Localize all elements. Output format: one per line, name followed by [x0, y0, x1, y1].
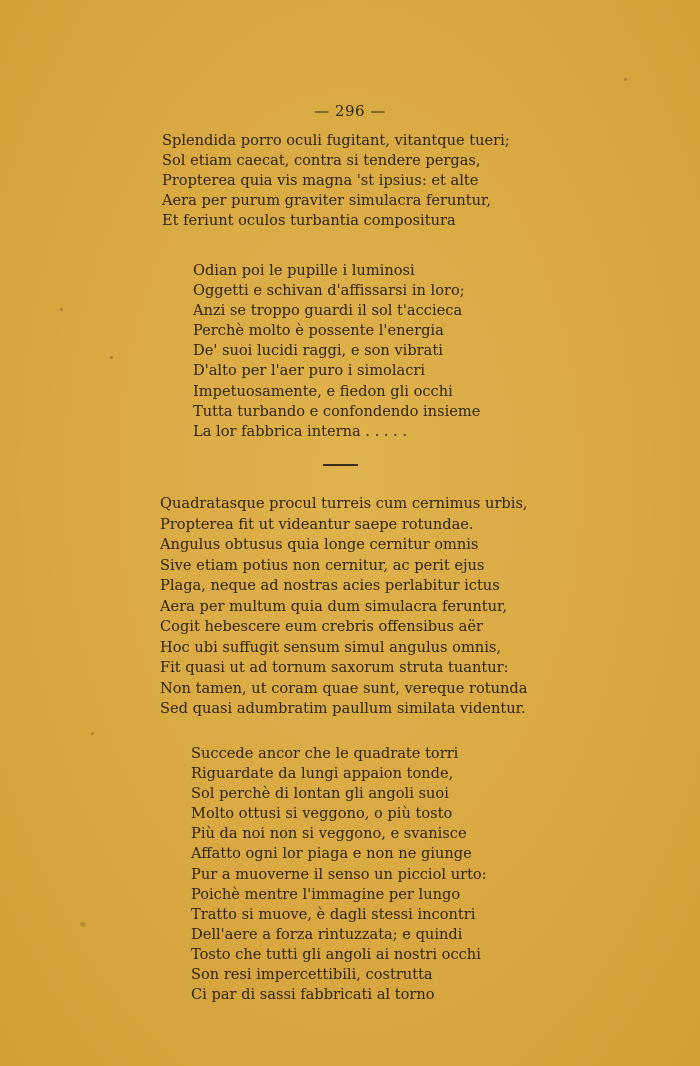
italian-stanza-1 [193, 261, 480, 442]
verse-line: Pur a muoverne il senso un picciol urto: [191, 865, 487, 883]
verse-line: Tratto si muove, è dagli stessi incontri [191, 905, 476, 923]
paper-speck [624, 78, 627, 81]
verse-line: Affatto ogni lor piaga e non ne giunge [191, 845, 472, 863]
verse-line: Splendida porro oculi fugitant, vitantque tueri; [162, 132, 510, 149]
verse-line: Propterea fit ut videantur saepe rotundae. [160, 515, 474, 533]
verse-line: Plaga, neque ad nostras acies perlabitur ictus [160, 577, 500, 594]
paper-speck [80, 922, 86, 927]
verse-line: Et feriunt oculos turbantia compositura [162, 212, 456, 230]
verse-line: Propterea quia vis magna 'st ipsius: et alte [162, 172, 479, 190]
verse-line: Tutta turbando e confondendo insieme [193, 402, 481, 420]
latin-stanza-1 [162, 131, 510, 231]
verse-line: Tosto che tutti gli angoli ai nostri occhi [191, 945, 481, 963]
verse-line: Sol etiam caecat, contra si tendere pergas, [162, 152, 481, 170]
verse-line: Sive etiam potius non cernitur, ac perit ejus [160, 556, 485, 574]
verse-line: Aera per purum graviter simulacra feruntur, [162, 192, 492, 210]
paper-speck [91, 732, 94, 735]
verse-line: Odian poi le pupille i luminosi [193, 262, 415, 279]
verse-line: Più da noi non si veggono, e svanisce [191, 825, 467, 843]
verse-line: Poichè mentre l'immagine per lungo [191, 885, 461, 903]
verse-line: Sed quasi adumbratim paullum similata videntur. [160, 700, 526, 717]
verse-line: D'alto per l'aer puro i simolacri [193, 362, 426, 380]
verse-line: Oggetti e schivan d'affissarsi in loro; [193, 282, 465, 300]
verse-line: Fit quasi ut ad tornum saxorum struta tuantur: [160, 659, 509, 676]
paper-speck [110, 356, 113, 359]
verse-line: De' suoi lucidi raggi, e son vibrati [193, 342, 443, 360]
paper-speck [60, 308, 63, 311]
verse-line: La lor fabbrica interna . . . . . [193, 422, 408, 440]
verse-line: Anzi se troppo guardi il sol t'accieca [193, 302, 463, 320]
verse-line: Dell'aere a forza rintuzzata; e quindi [191, 925, 463, 943]
verse-line: Hoc ubi suffugit sensum simul angulus omnis, [160, 638, 501, 656]
verse-line: Son resi impercettibili, costrutta [191, 966, 433, 984]
section-divider [323, 464, 358, 466]
verse-line: Succede ancor che le quadrate torri [191, 745, 459, 762]
verse-line: Angulus obtusus quia longe cernitur omnis [160, 536, 479, 553]
verse-line: Cogit hebescere eum crebris offensibus aër [160, 618, 483, 635]
verse-line: Ci par di sassi fabbricati al torno [191, 986, 435, 1004]
verse-line: Perchè molto è possente l'energia [193, 322, 444, 340]
verse-line: Molto ottusi si veggono, o più tosto [191, 805, 453, 823]
verse-line: Aera per multum quia dum simulacra feruntur, [160, 597, 508, 615]
verse-line: Impetuosamente, e fiedon gli occhi [193, 382, 453, 400]
verse-line: Quadratasque procul turreis cum cernimus urbis, [160, 495, 528, 512]
verse-line: Non tamen, ut coram quae sunt, vereque rotunda [160, 679, 528, 697]
italian-stanza-2 [191, 744, 487, 1005]
latin-stanza-2 [160, 494, 528, 720]
verse-line: Sol perchè di lontan gli angoli suoi [191, 785, 449, 803]
page-number: — 296 — [314, 102, 386, 120]
verse-line: Riguardate da lungi appaion tonde, [191, 765, 454, 783]
